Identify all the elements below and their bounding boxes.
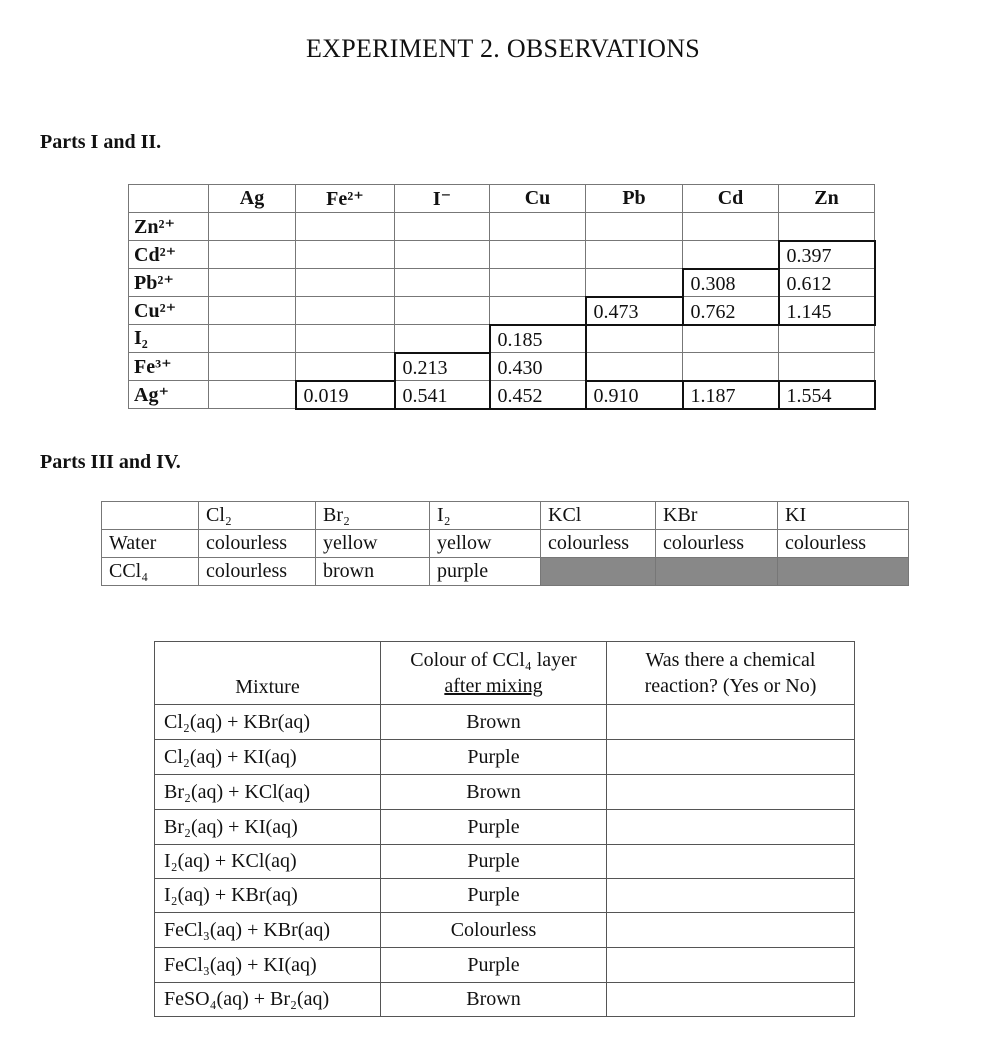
reaction-cell[interactable] (607, 705, 855, 740)
table-cell (586, 241, 683, 269)
table-row (155, 775, 855, 810)
table-row (155, 913, 855, 948)
table-cell: colourless (199, 558, 316, 586)
table-header-row (102, 502, 909, 530)
colour-cell: Colourless (381, 913, 607, 948)
table-cell (586, 325, 683, 353)
colour-cell: Brown (381, 705, 607, 740)
mixture-cell: Cl₂(aq) + KI(aq) (155, 740, 381, 775)
colour-cell: Purple (381, 948, 607, 983)
corner-cell (129, 185, 209, 213)
table-cell (586, 353, 683, 381)
table-cell (296, 213, 395, 241)
table-cell (395, 269, 490, 297)
column-header-reaction (607, 642, 855, 705)
header-colour-line2: after mixing (444, 675, 543, 697)
mixture-cell: FeCl₃(aq) + KI(aq) (155, 948, 381, 983)
colour-table (101, 501, 909, 586)
section-heading-parts-1-2: Parts I and II. (40, 131, 162, 153)
page-title: EXPERIMENT 2. OBSERVATIONS (305, 34, 701, 63)
table-row (155, 879, 855, 913)
colour-cell: Purple (381, 810, 607, 845)
table-cell (490, 297, 586, 325)
table-cell (490, 241, 586, 269)
shaded-cell (541, 558, 656, 586)
row-label: Ag⁺ (129, 381, 209, 409)
row-label: Pb²⁺ (129, 269, 209, 297)
table-cell (296, 325, 395, 353)
table-cell (395, 325, 490, 353)
table-cell: 0.397 (779, 241, 875, 269)
table-row (155, 948, 855, 983)
reaction-cell[interactable] (607, 879, 855, 913)
mixture-cell: FeCl₃(aq) + KBr(aq) (155, 913, 381, 948)
table-row (155, 845, 855, 879)
row-label: CCl₄ (102, 558, 199, 586)
table-row (129, 297, 875, 325)
mixture-cell: Br₂(aq) + KI(aq) (155, 810, 381, 845)
mixture-cell: I₂(aq) + KCl(aq) (155, 845, 381, 879)
mixture-cell: Br₂(aq) + KCl(aq) (155, 775, 381, 810)
table-row (129, 325, 875, 353)
reaction-cell[interactable] (607, 983, 855, 1017)
table-cell (490, 213, 586, 241)
table-cell: brown (316, 558, 430, 586)
table-cell (490, 269, 586, 297)
reaction-cell[interactable] (607, 810, 855, 845)
table-cell (395, 213, 490, 241)
table-cell: 0.019 (296, 381, 395, 409)
reaction-cell[interactable] (607, 913, 855, 948)
table-cell: 0.308 (683, 269, 779, 297)
table-row (102, 558, 909, 586)
table-cell: 0.185 (490, 325, 586, 353)
colour-cell: Purple (381, 845, 607, 879)
table-cell: colourless (199, 530, 316, 558)
colour-cell: Brown (381, 775, 607, 810)
mixture-cell: FeSO₄(aq) + Br₂(aq) (155, 983, 381, 1017)
reaction-cell[interactable] (607, 845, 855, 879)
table-cell: 0.473 (586, 297, 683, 325)
table-cell (586, 269, 683, 297)
column-header: Cl₂ (199, 502, 316, 530)
mixture-cell: I₂(aq) + KBr(aq) (155, 879, 381, 913)
table-cell: yellow (430, 530, 541, 558)
table-header-row (155, 642, 855, 705)
table-header-row (129, 185, 875, 213)
table-cell (779, 353, 875, 381)
table-cell: purple (430, 558, 541, 586)
table-cell (296, 269, 395, 297)
table-cell: 1.187 (683, 381, 779, 409)
column-header (102, 502, 199, 530)
column-header: I₂ (430, 502, 541, 530)
column-header: Zn (779, 185, 875, 213)
row-label: Fe³⁺ (129, 353, 209, 381)
table-row (155, 983, 855, 1017)
reaction-cell[interactable] (607, 775, 855, 810)
table-row (155, 740, 855, 775)
table-row (129, 241, 875, 269)
row-label: Zn²⁺ (129, 213, 209, 241)
table-row (129, 381, 875, 409)
colour-cell: Brown (381, 983, 607, 1017)
column-header: I⁻ (395, 185, 490, 213)
table-cell (683, 241, 779, 269)
table-cell: 1.145 (779, 297, 875, 325)
table-cell (779, 213, 875, 241)
column-header: KBr (656, 502, 778, 530)
table-cell: colourless (778, 530, 909, 558)
section-heading-parts-3-4: Parts III and IV. (40, 451, 181, 473)
colour-cell: Purple (381, 879, 607, 913)
column-header: KI (778, 502, 909, 530)
column-header: Fe²⁺ (296, 185, 395, 213)
table-cell (779, 325, 875, 353)
row-label: Cd²⁺ (129, 241, 209, 269)
table-cell (209, 353, 296, 381)
column-header: Cd (683, 185, 779, 213)
table-cell (683, 325, 779, 353)
table-cell (209, 297, 296, 325)
table-cell (395, 297, 490, 325)
row-label: Water (102, 530, 199, 558)
table-cell: 0.213 (395, 353, 490, 381)
table-cell (683, 213, 779, 241)
colour-cell: Purple (381, 740, 607, 775)
table-cell: yellow (316, 530, 430, 558)
column-header: KCl (541, 502, 656, 530)
table-row (129, 353, 875, 381)
table-cell: 0.910 (586, 381, 683, 409)
table-cell: 0.541 (395, 381, 490, 409)
table-cell (209, 269, 296, 297)
column-header-colour (381, 642, 607, 705)
reaction-cell[interactable] (607, 948, 855, 983)
table-cell (209, 325, 296, 353)
table-cell: 0.452 (490, 381, 586, 409)
table-row (129, 269, 875, 297)
table-cell: 1.554 (779, 381, 875, 409)
table-cell (296, 297, 395, 325)
row-label: Cu²⁺ (129, 297, 209, 325)
mixture-cell: Cl₂(aq) + KBr(aq) (155, 705, 381, 740)
reaction-cell[interactable] (607, 740, 855, 775)
column-header-mixture: Mixture (155, 642, 381, 705)
table-row (129, 213, 875, 241)
column-header: Cu (490, 185, 586, 213)
table-cell (395, 241, 490, 269)
potential-table (128, 184, 876, 410)
table-cell (209, 241, 296, 269)
table-cell (296, 353, 395, 381)
row-label: I₂ (129, 325, 209, 353)
table-cell (683, 353, 779, 381)
column-header: Pb (586, 185, 683, 213)
table-cell: colourless (541, 530, 656, 558)
column-header: Ag (209, 185, 296, 213)
shaded-cell (778, 558, 909, 586)
table-row (155, 810, 855, 845)
header-reaction-line1: Was there a chemical (645, 649, 816, 671)
table-cell: 0.612 (779, 269, 875, 297)
table-cell: 0.430 (490, 353, 586, 381)
table-cell (296, 241, 395, 269)
header-colour-line1: Colour of CCl₄ layer (410, 649, 577, 671)
table-row (155, 705, 855, 740)
column-header: Br₂ (316, 502, 430, 530)
shaded-cell (656, 558, 778, 586)
table-cell (209, 213, 296, 241)
table-cell: colourless (656, 530, 778, 558)
table-cell (209, 381, 296, 409)
table-cell: 0.762 (683, 297, 779, 325)
mixture-table (154, 641, 855, 1017)
table-cell (586, 213, 683, 241)
table-row (102, 530, 909, 558)
header-reaction-line2: reaction? (Yes or No) (644, 675, 817, 697)
